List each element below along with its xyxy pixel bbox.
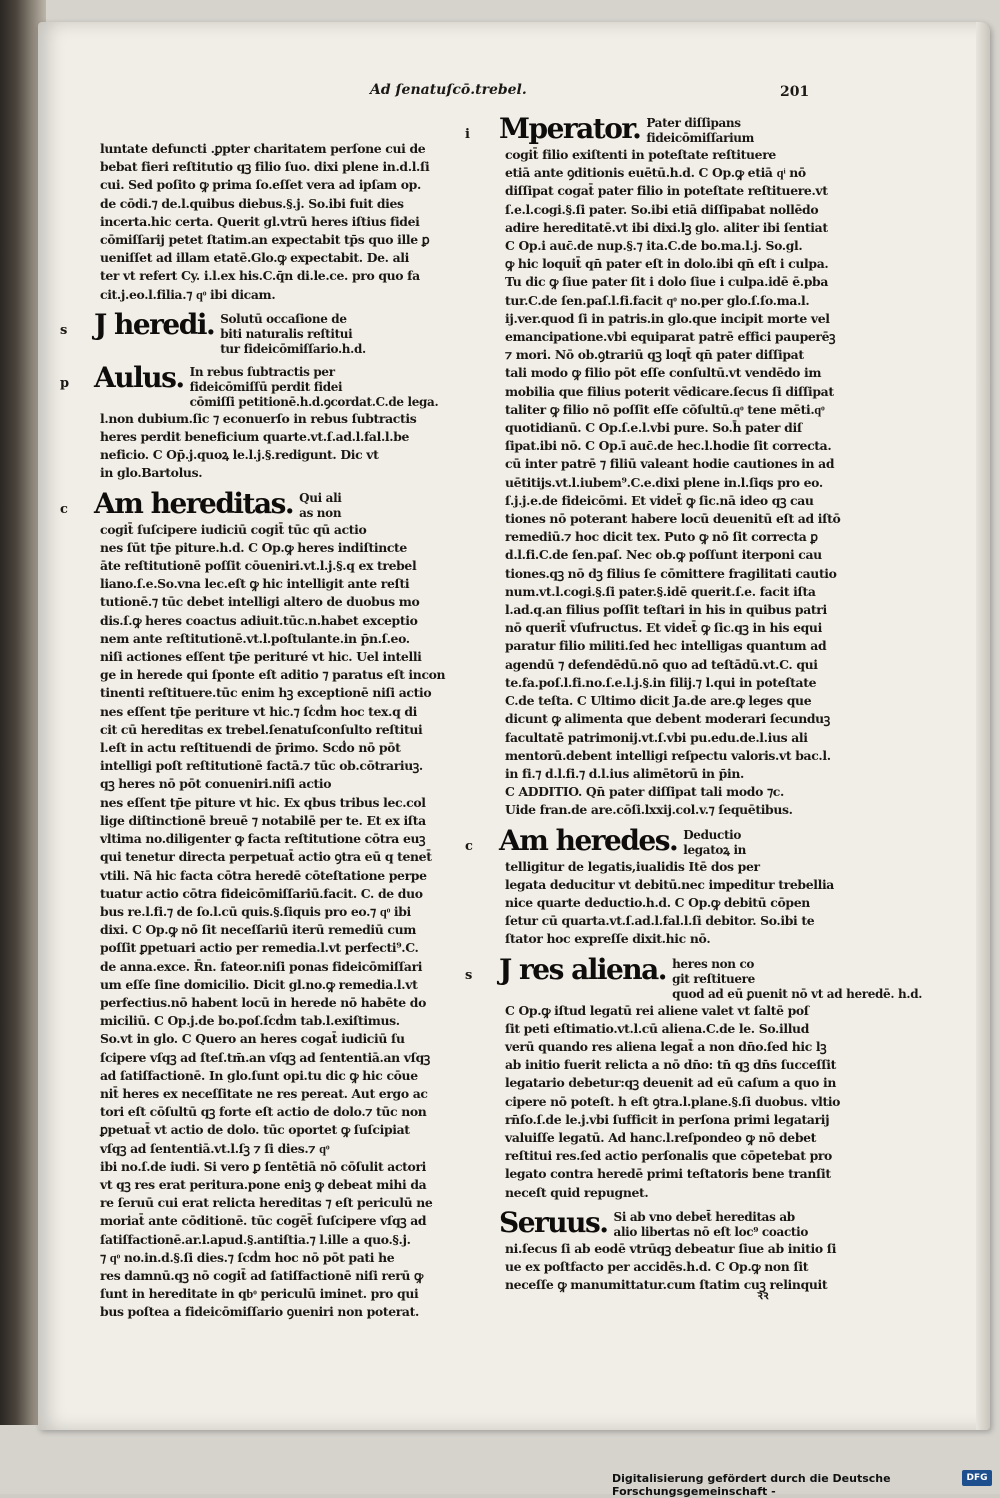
- text-line: tur.C.de ſen.paſ.l.fi.facit qͦ no.per glo.ſ.ſo.ma.l.: [505, 292, 810, 308]
- text-line: cui. Sed poſito ꝙ prima ſo.eſſet vera ad ipſam op.: [100, 177, 421, 193]
- text-line: de anna.exce. R̄n. fateor.niſi ponas fideicōmiſſari: [100, 958, 423, 974]
- digitization-credit: Digitalisierung gefördert durch die Deutsche Forschungsgemeinschaft -: [612, 1472, 891, 1498]
- text-line: Tu dic ꝙ ſiue pater ſit i dolo ſiue i culpa.idē ē.pba: [505, 274, 829, 290]
- text-line: Si ab vno debet̄ hereditas ab: [613, 1209, 795, 1224]
- text-line: neceſt quid repugnet.: [505, 1184, 649, 1200]
- lemma-text: [190, 363, 439, 410]
- text-line: In rebus ſubtractis per: [189, 364, 335, 379]
- left-column: [60, 140, 446, 1322]
- page-edge: [976, 22, 990, 1430]
- text-line: l.eſt in actu reſtituendi de p̄rimo. Scḋo nō pōt: [100, 740, 401, 756]
- text-line: C Op.i auc̄.de nup.§.⁊ ita.C.de bo.ma.l.j. So.gl.: [505, 238, 803, 254]
- text-line: cogit̄ ſuſcipere iudiciū cogit̄ tūc qū actio: [100, 521, 367, 537]
- text-line: d.l.fi.C.de ſen.paſ. Nec ob.ꝙ poſſunt iterponi cau: [505, 547, 822, 563]
- margin-letter: c: [60, 501, 68, 517]
- text-line: paratur filio militi.ſed hec intelligas quantum ad: [505, 638, 827, 654]
- text-line: nes eſſent tp̄e periture vt hic.⁊ ſcḋm hoc tex.q di: [100, 703, 418, 719]
- additio-line: Uide fran.de are.cōſi.lxxij.col.v.⁊ ſequētibus.: [505, 802, 793, 818]
- text-line: ni.ſecus ſi ab eodē vtrūqꝫ debeatur ſiue ab initio ſi: [505, 1240, 837, 1256]
- text-line: ſcipere vſqꝫ ad ſteſ.tm̄.an vſqꝫ ad ſententiā.an vſqꝫ: [100, 1049, 430, 1065]
- text-line: Qui ali: [299, 490, 342, 505]
- text-line: ſit peti eſtimatio.vt.l.cū aliena.C.de le. So.illud: [505, 1020, 810, 1036]
- text-line: dicunt ꝙ alimenta que debent moderari ſecunduꝫ: [505, 711, 830, 727]
- text-line: ſ.j.j.e.de fideicōmi. Et videt̄ ꝙ ſic.nā ideo qꝫ cau: [505, 492, 814, 508]
- text-line: ij.ver.quod ſi in patris.in glo.que incipit morte vel: [505, 310, 830, 326]
- lemma-text: [614, 1208, 808, 1240]
- text-line: ſtator hoc expreſſe dixit.hic nō.: [505, 931, 711, 947]
- text-line: ab initio fuerit relicta a nō dn̄o: tn̄ qꝫ dn̄s ſucceſſit: [505, 1057, 836, 1073]
- catchword: ꝛꝛ: [757, 1288, 769, 1302]
- lemma-text: [646, 114, 754, 146]
- text-line: tori eſt cōſultū qꝫ forte eſt actio de dolo.⁊ tūc non: [100, 1104, 427, 1120]
- lemma-text: [672, 955, 922, 1002]
- text-line: āte reſtitutionē poſſit cōueniri.vt.l.j.§.q ex trebel: [100, 558, 417, 574]
- text-line: ter vt refert Cy. i.l.ex his.C.q̄n di.le.ce. pro quo fa: [100, 268, 420, 284]
- lemma-text: [683, 826, 746, 858]
- text-line: vt qꝫ res erat peritura.pone eniꝫ ꝙ debeat mihi da: [100, 1176, 427, 1192]
- text-line: uētitijs.vt.l.iubem⁹.C.e.dixi plene in.l.ſiqs pro eo.: [505, 474, 823, 490]
- text-line: cū inter patrē ⁊ filiū valeant hodie cautiones in ad: [505, 456, 835, 472]
- text-line: Solutū occaſione de: [220, 311, 347, 326]
- text-line: reſtitui res.ſed actio perſonalis que cōpetebat pro: [505, 1148, 832, 1164]
- lemma-text: [299, 489, 341, 521]
- text-line: tiones nō poterant habere locū deuenitū eſt ad iſtō: [505, 511, 841, 527]
- text-line: nes eſſent tp̄e piture vt hic. Ex qbus tribus lec.col: [100, 794, 426, 810]
- text-line: fideicōmiſſarium: [646, 131, 755, 145]
- text-line: facultatē patrimonij.vt.ſ.vbi pu.edu.de.l.ius ali: [505, 729, 808, 745]
- text-line: etiā ante ꝯditionis euētū.h.d. C Op.ꝙ etiā qͥ nō: [505, 165, 806, 181]
- margin-letter: s: [465, 967, 472, 983]
- lemma-heading: Am hereditas.: [94, 486, 294, 520]
- lemma-block: [499, 1205, 825, 1240]
- text-line: luntate defuncti .ꝑpter charitatem perſone cui de: [100, 141, 426, 156]
- text-line: legatoꝝ in: [683, 842, 747, 857]
- text-line: vtili. Nā hic facta cōtra heredē cōteſtatione perpe: [100, 867, 427, 883]
- text-line: ibi no.ſ.de iudi. Si vero ꝑ ſentētiā nō cōſulit actori: [100, 1158, 426, 1174]
- folio-number: 201: [780, 84, 810, 100]
- text-line: tur fideicōmiſſario.h.d.: [220, 341, 366, 356]
- margin-letter: [465, 1208, 499, 1220]
- text-line: poſſit ꝑpetuari actio per remedia.l.vt perfecti⁹.C.: [100, 940, 419, 956]
- text-line: ⁊ qͦ no.in.d.§.ſi dies.⁊ ſcḋm hoc nō pōt pati he: [100, 1249, 395, 1265]
- text-line: cogit̄ filio exiſtenti in poteſtate reſtituere: [505, 147, 776, 162]
- text-line: num.vt.l.cogi.§.ſi pater.§.idē querit.ſ.e. facit iſta: [505, 583, 816, 599]
- text-line: te.fa.poſ.l.fi.no.ſ.e.l.j.§.in filij.⁊ l.qui in poteſtate: [505, 674, 817, 690]
- text-line: ueniſſet ad illam etatē.Glo.ꝙ expectabit. De. ali: [100, 250, 409, 266]
- text-line: ſetur cū quarta.vt.ſ.ad.l.fal.l.ſi debitor. So.ibi te: [505, 913, 815, 929]
- text-line: lige diſtinctionē breuē ⁊ notabilē per te. Et ex iſta: [100, 812, 426, 828]
- text-line: tali modo ꝙ filio pōt eſſe conſultū.vt vendēdo im: [505, 365, 822, 381]
- margin-letter: s: [60, 322, 67, 338]
- text-line: incerta.hic certa. Querit gl.vtrū heres iſtius fidei: [100, 213, 420, 229]
- lemma-block: [465, 823, 825, 858]
- text-line: tiones.qꝫ nō dꝫ filius ſe cōmittere fragilitati cautio: [505, 565, 837, 581]
- text-line: in glo.Bartolus.: [100, 465, 203, 481]
- lemma-heading: J res aliena.: [499, 952, 667, 986]
- text-line: um eſſe ſine domicilio. Dicit gl.no.ꝙ remedia.l.vt: [100, 976, 418, 992]
- text-line: l.ad.q.an filius poſſit teſtari in his in quibus patri: [505, 602, 827, 618]
- lemma-heading: Aulus.: [94, 360, 184, 394]
- text-line: vſqꝫ ad ſententiā.vt.l.ſꝫ ⁊ ſi dies.⁊ qͦ: [100, 1140, 330, 1156]
- text-line: ſipat.ibi nō. C Op.ī auc̄.de hec.l.hodie ſit correcta.: [505, 438, 832, 454]
- text-line: tinenti reſtituere.tūc enim hꝫ exceptionē niſi actio: [100, 685, 432, 701]
- margin-letter: c: [465, 838, 473, 854]
- text-line: liano.ſ.e.So.vna lec.eſt ꝙ hic intelligit ante reſti: [100, 576, 410, 592]
- running-head: Ad ſenatuſcō.trebel.: [370, 82, 527, 98]
- text-line: heres non co: [672, 956, 755, 971]
- text-line: cōmiſſarij petet ſtatim.an expectabit tp̄s quo ille ꝑ: [100, 232, 430, 248]
- text-line: cōmiſſi petitionē.h.d.ꝯcordat.C.de lega.: [189, 394, 439, 409]
- text-line: qꝫ heres nō pōt conueniri.niſi actio: [100, 776, 332, 792]
- text-line: l.non dubium.ſic ⁊ econuerſo in rebus ſubtractis: [100, 410, 417, 426]
- text-line: ge in herede qui ſponte eſt aditio ⁊ paratus eſt incon: [100, 667, 446, 683]
- lemma-block: [465, 112, 825, 146]
- text-line: diſſipat cogat̄ pater filio in poteſtate reſtituere.vt: [505, 183, 828, 199]
- lemma-text: [220, 310, 366, 357]
- lemma-heading: Am heredes.: [499, 823, 678, 857]
- text-line: verū quando res aliena legat̄ a non dn̄o.ſed hic lꝫ: [505, 1038, 827, 1054]
- text-line: ad ſatiſfactionē. In glo.ſunt opi.tu dic ꝙ hic cōue: [100, 1067, 418, 1083]
- text-line: quod ad eū ꝑuenit nō vt ad heredē. h.d.: [672, 986, 923, 1001]
- text-line: mentorū.debent intelligi reſpectu valoris.vt bac.l.: [505, 747, 831, 763]
- text-line: ſunt in hereditate in qbͦ periculū iminet. pro qui: [100, 1286, 419, 1302]
- text-line: vltima no.diligenter ꝙ facta reſtitutione cōtra euꝫ: [100, 831, 426, 847]
- text-line: heres perdit beneficium quarte.vt.ſ.ad.l.fal.l.be: [100, 429, 410, 445]
- text-line: in fi.⁊ d.l.fi.⁊ d.l.ius alimētorū in p̄in.: [505, 765, 744, 781]
- text-line: de cōdi.⁊ de.l.quibus diebus.§.j. So.ibi fuit dies: [100, 195, 404, 211]
- text-line: bus re.l.fi.⁊ de ſo.l.cū quis.§.ſiquis pro eo.⁊ qͦ ibi: [100, 903, 411, 919]
- text-line: legato contra heredē primi teſtatoris bene tranſit: [505, 1166, 831, 1182]
- text-line: ue ex poſtfacto per accidēs.h.d. C Op.ꝙ non ſit: [505, 1258, 809, 1274]
- text-line: nes ſūt tp̄e piture.h.d. C Op.ꝙ heres indiſtincte: [100, 539, 407, 555]
- text-line: bus poſtea a fideicōmiſſario ꝯueniri non poterat.: [100, 1304, 419, 1320]
- text-line: C Op.ꝙ iſtud legatū rei aliene valet vt ſaltē poſ: [505, 1002, 809, 1018]
- text-line: git reſtituere: [672, 971, 755, 986]
- text-line: ꝙ hic loquit̄ qn̄ pater eſt in dolo.ibi qn̄ eſt i culpa.: [505, 256, 829, 272]
- text-line: tutionē.⁊ tūc debet intelligi altero de duobus mo: [100, 594, 420, 610]
- text-line: legata deducitur vt debitū.nec impeditur trebellia: [505, 876, 834, 892]
- text-line: nice quarte deductio.h.d. C Op.ꝙ debitū cōpen: [505, 894, 810, 910]
- lemma-heading: Mperator.: [499, 112, 641, 145]
- text-line: mobilia que filius poterit vēdicare.ſecus ſi diſſipat: [505, 383, 834, 399]
- lemma-heading: Seruus.: [499, 1205, 608, 1239]
- text-line: intelligi poſt reſtitutionē factā.⁊ tūc ob.cōtrariuꝫ.: [100, 758, 423, 774]
- margin-letter: i: [465, 127, 470, 142]
- text-line: telligitur de legatis,iualidis Itē dos per: [505, 858, 760, 874]
- text-line: nō querit̄ vſufructus. Et videt̄ ꝙ ſic.qꝫ in his equi: [505, 620, 822, 636]
- text-line: remediū.⁊ hoc dicit tex. Puto ꝙ nō ſit correcta ꝑ: [505, 529, 818, 545]
- text-line: as non: [299, 505, 342, 520]
- text-line: ⁊ mori. Nō ob.ꝯtrariū qꝫ loqt̄ qn̄ pater diſſipat: [505, 347, 804, 363]
- text-line: biti naturalis reſtitui: [220, 326, 353, 341]
- text-line: nit̄ heres ex neceſſitate ne res pereat. Aut ergo ac: [100, 1085, 428, 1101]
- text-line: valuiſſe legatū. Ad hanc.l.reſpondeo ꝙ nō debet: [505, 1129, 817, 1145]
- text-line: dixi. C Op.ꝙ nō ſit neceſſariū iterū remediū cum: [100, 922, 417, 938]
- text-line: niſi actiones eſſent tp̄e perituré vt hic. Uel intelli: [100, 649, 422, 665]
- text-line: ſ.e.l.cogi.§.ſi pater. So.ibi etiā diſſipabat nollēdo: [505, 201, 819, 217]
- text-line: emancipatione.vbi equiparat patrē effici pauperēꝫ: [505, 329, 836, 345]
- text-line: alio libertas nō eſt loc⁹ coactio: [613, 1224, 808, 1239]
- text-line: adire hereditatē.vt ibi dixi.lꝫ glo. aliter ibi ſentiat: [505, 219, 828, 235]
- text-line: ſatiſfactionē.ar.l.apud.§.antiſtia.⁊ l.ille a quo.§.j.: [100, 1231, 411, 1247]
- text-line: cit.j.eo.l.filia.⁊ qͦ ibi dicam.: [100, 286, 276, 302]
- text-line: Deductio: [683, 827, 742, 842]
- lemma-block: [60, 307, 410, 357]
- text-line: miciliū. C Op.j.de bo.poſ.ſcḋm tab.l.exiſtimus.: [100, 1013, 400, 1029]
- right-column: [465, 108, 923, 1294]
- text-line: dis.ſ.ꝙ heres coactus adiuit.tūc.n.habet exceptio: [100, 612, 418, 628]
- text-line: Pater diſſipans: [646, 116, 741, 130]
- text-line: perfectius.nō habent locū in herede nō habēte do: [100, 994, 427, 1010]
- text-line: neceſſe ꝙ manumittatur.cum ſtatim cuꝫ relinquit: [505, 1277, 828, 1293]
- text-line: nem ante reſtitutionē.vt.l.poſtulante.in p̄n.ſ.eo.: [100, 630, 410, 646]
- lemma-block: [60, 486, 410, 521]
- text-line: moriat̄ ante cōditionē. tūc cogēt̄ ſuſcipere vſqꝫ ad: [100, 1213, 427, 1229]
- text-line: quotidianū. C Op.ſ.e.l.vbi pure. So.h̄ pater diſ: [505, 420, 802, 436]
- lemma-block: [60, 360, 439, 410]
- text-line: legatario debetur:qꝫ deuenit ad eū caſum a quo in: [505, 1075, 836, 1091]
- text-line: neficio. C Op̄.j.quoꝝ le.l.j.§.redigunt. Dic vt: [100, 447, 379, 463]
- text-line: C.de teſta. C Ultimo dicit Ja.de are.ꝙ leges que: [505, 693, 812, 709]
- text-line: So.vt in glo. C Quero an heres cogat̄ iudiciū ſu: [100, 1031, 405, 1047]
- margin-letter: p: [60, 375, 69, 391]
- text-line: bebat fieri reſtitutio qꝫ filio ſuo. dixi plene in.d.l.ſi: [100, 159, 430, 175]
- text-line: qui tenetur directa perpetuat̄ actio ꝯtra eū q tenet̄: [100, 849, 432, 865]
- text-line: agendū ⁊ defendēdū.nō quo ad teſtādū.vt.C. qui: [505, 656, 818, 672]
- text-line: ꝑpetuat̄ vt actio de dolo. tūc oportet ꝙ ſuſcipiat: [100, 1122, 410, 1138]
- lemma-block: [465, 952, 923, 1002]
- text-line: tuatur actio cōtra fideicōmiſſariū.facit. C. de duo: [100, 885, 423, 901]
- dfg-logo: DFG: [962, 1470, 992, 1486]
- text-line: res damnū.qꝫ nō cogit̄ ad ſatiſfactionē niſi rerū ꝙ: [100, 1267, 424, 1283]
- text-line: rn̄ſo.ſ.de le.j.vbi ſufficit in perſona primi legatarij: [505, 1111, 830, 1127]
- text-line: cipere nō poteſt. h eſt ꝯtra.l.plane.§.ſi duobus. vltio: [505, 1093, 841, 1109]
- text-line: taliter ꝙ filio nō poſſit eſſe cōſultū.qͦ tene mēti.qͦ: [505, 401, 825, 417]
- text-line: cit cū hereditas ex trebel.ſenatuſconſulto reſtitui: [100, 721, 423, 737]
- text-line: re ſeruū cui erat relicta hereditas ⁊ eſt periculū ne: [100, 1195, 433, 1211]
- lemma-heading: J heredi.: [94, 307, 215, 341]
- text-line: fideicōmiſſū perdit fidei: [189, 379, 343, 394]
- additio-line: C ADDITIO. Qn̄ pater diſſipat tali modo ⁊c.: [505, 784, 784, 800]
